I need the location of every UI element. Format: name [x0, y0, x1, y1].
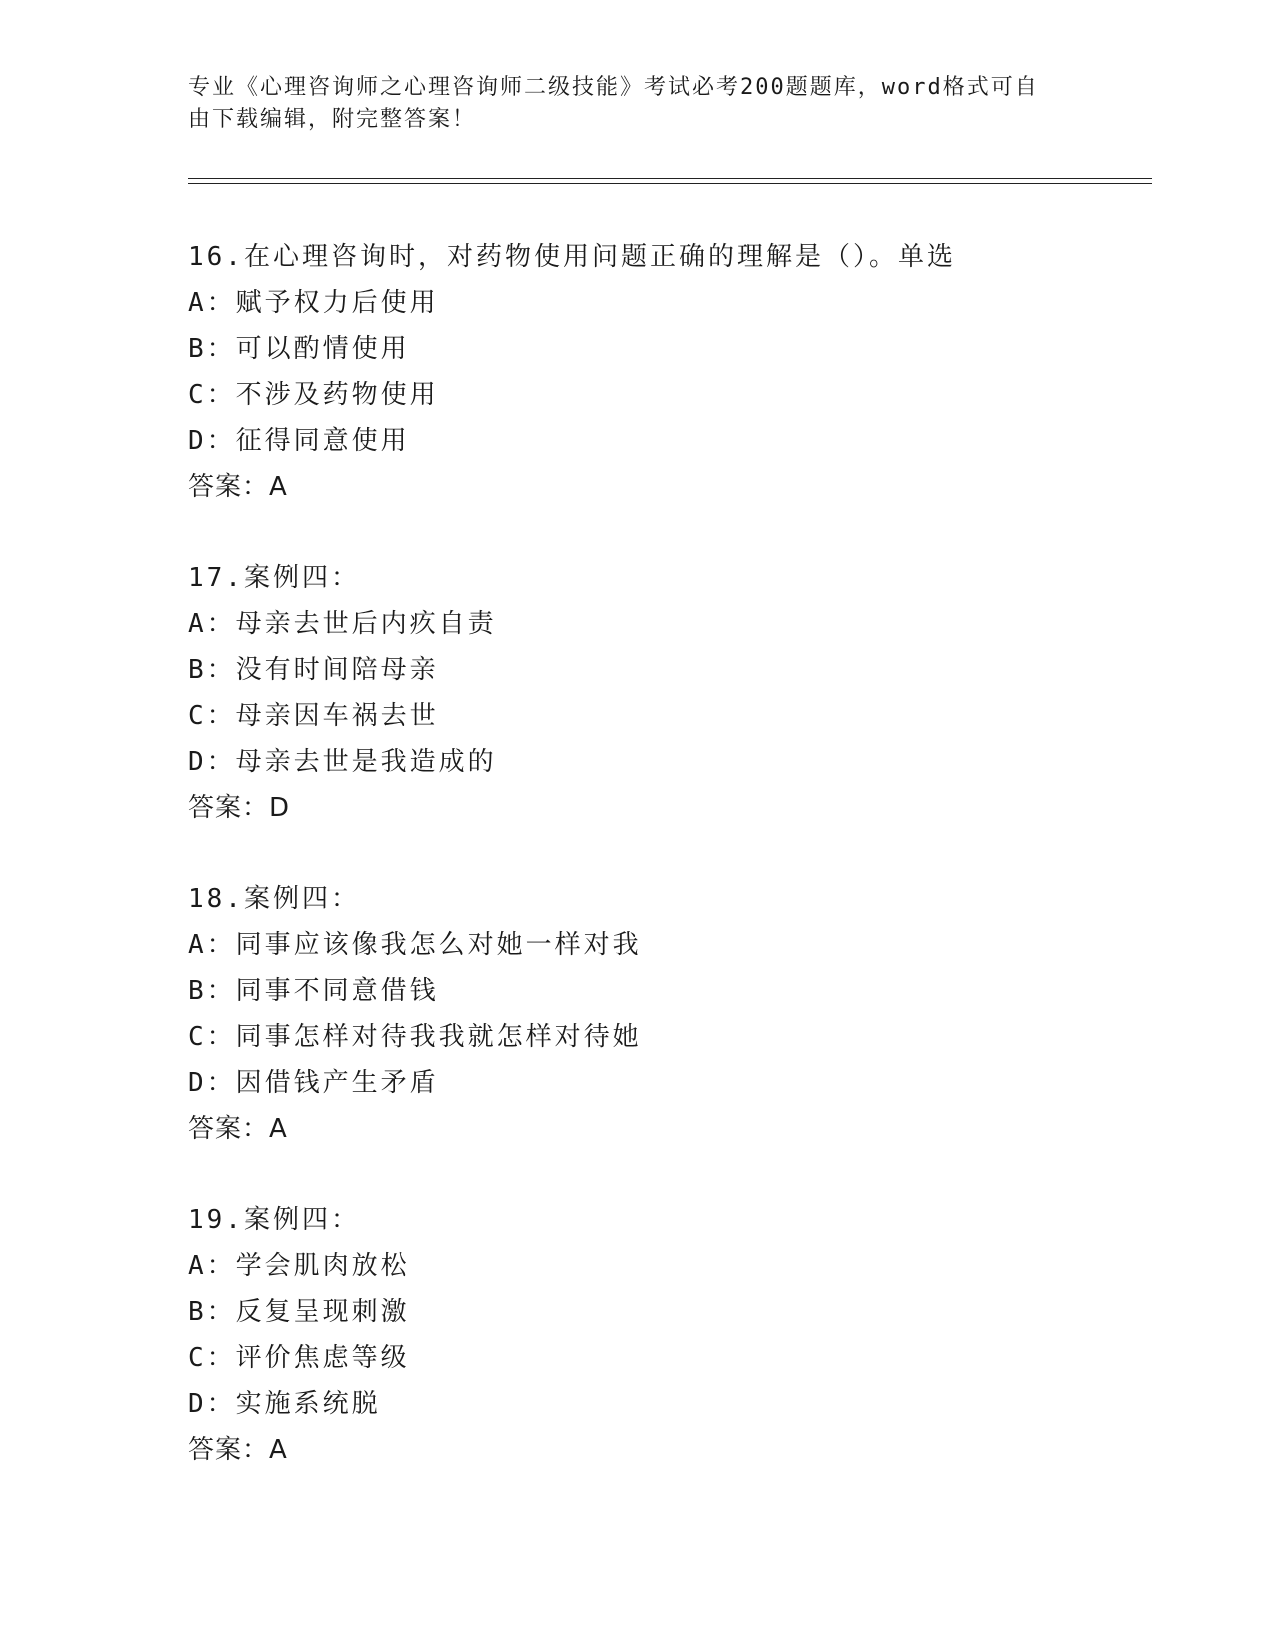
option-a: A：学会肌肉放松: [188, 1251, 410, 1281]
option-d: D：母亲去世是我造成的: [188, 747, 497, 777]
option-b: B：没有时间陪母亲: [188, 655, 439, 685]
option-d: D：征得同意使用: [188, 426, 410, 456]
option-a: A：同事应该像我怎么对她一样对我: [188, 930, 642, 960]
option-a: A：母亲去世后内疚自责: [188, 609, 497, 639]
answer-line: 答案：A: [188, 1435, 288, 1465]
question-18: [188, 876, 1152, 1152]
question-stem: 18.案例四：: [188, 884, 360, 914]
answer-line: 答案：A: [188, 1114, 288, 1144]
option-d: D：实施系统脱: [188, 1389, 381, 1419]
option-a: A：赋予权力后使用: [188, 288, 439, 318]
header-line-1: 专业《心理咨询师之心理咨询师二级技能》考试必考200题题库，word格式可自: [188, 75, 1039, 100]
question-stem: 17.案例四：: [188, 563, 360, 593]
document-header: [188, 72, 1088, 136]
question-16: [188, 234, 1152, 510]
header-line-2: 由下载编辑，附完整答案！: [188, 107, 477, 132]
option-b: B：可以酌情使用: [188, 334, 410, 364]
option-c: C：母亲因车祸去世: [188, 701, 439, 731]
question-stem: 16.在心理咨询时，对药物使用问题正确的理解是（）。单选: [188, 242, 956, 272]
header-divider-top: [188, 178, 1152, 179]
option-c: C：不涉及药物使用: [188, 380, 439, 410]
option-b: B：反复呈现刺激: [188, 1297, 410, 1327]
option-c: C：评价焦虑等级: [188, 1343, 410, 1373]
option-c: C：同事怎样对待我我就怎样对待她: [188, 1022, 642, 1052]
header-divider-bottom: [188, 183, 1152, 184]
answer-line: 答案：A: [188, 472, 288, 502]
option-d: D：因借钱产生矛盾: [188, 1068, 439, 1098]
question-stem: 19.案例四：: [188, 1205, 360, 1235]
option-b: B：同事不同意借钱: [188, 976, 439, 1006]
answer-line: 答案：D: [188, 793, 291, 823]
question-19: [188, 1197, 1152, 1473]
question-17: [188, 555, 1152, 831]
